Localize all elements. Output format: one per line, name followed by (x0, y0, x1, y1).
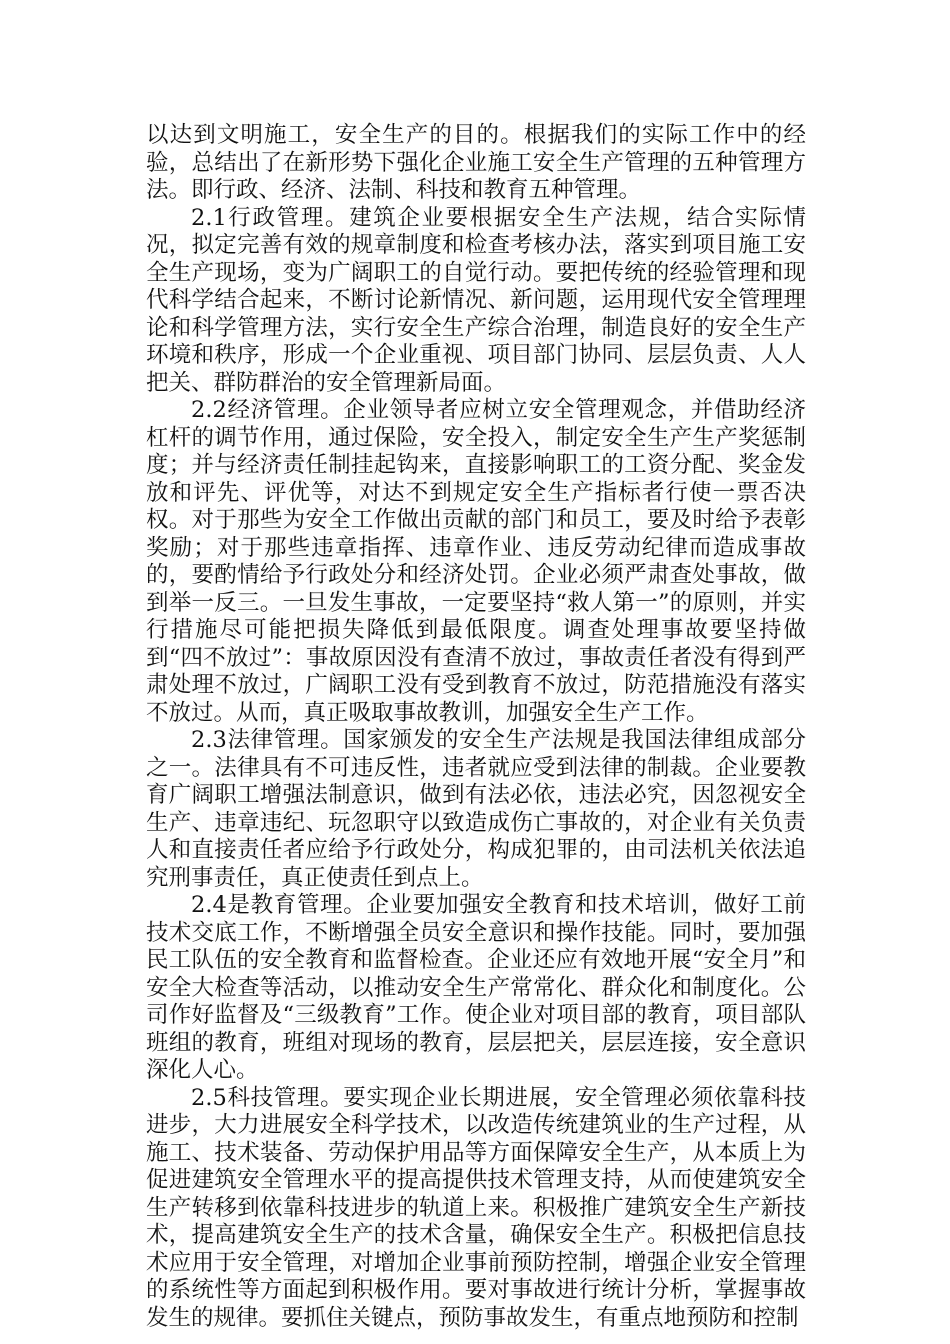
paragraph-education-management: 2.4是教育管理。企业要加强安全教育和技术培训，做好工前技术交底工作，不断增强全员安全意识和操作技能。同时，要加强民工队伍的安全教育和监督检查。企业还应有效地开展“安全月”和安全大检查等活动，以推动安全生产常常化、群众化和制度化。公司作好监督及“三级教育”工作。使企业对项目部的教育，项目部队班组的教育，班组对现场的教育，层层把关，层层连接，安全意识深化人心。 (146, 892, 806, 1083)
paragraph-economic-management: 2.2经济管理。企业领导者应树立安全管理观念，并借助经济杠杆的调节作用，通过保险，安全投入，制定安全生产生产奖惩制度；并与经济责任制挂起钩来，直接影响职工的工资分配、奖金发放和评先、评优等，对达不到规定安全生产指标者行使一票否决权。对于那些为安全工作做出贡献的部门和员工，要及时给予表彰奖励；对于那些违章指挥、违章作业、违反劳动纪律而造成事故的，要酌情给予行政处分和经济处罚。企业必须严肃查处事故，做到举一反三。一旦发生事故，一定要坚持“救人第一”的原则，并实行措施尽可能把损失降低到最低限度。调查处理事故要坚持做到“四不放过”：事故原因没有查清不放过，事故责任者没有得到严肃处理不放过，广阔职工没有受到教育不放过，防范措施没有落实不放过。从而，真正吸取事故教训，加强安全生产工作。 (146, 397, 806, 726)
paragraph-intro: 以达到文明施工，安全生产的目的。根据我们的实际工作中的经验，总结出了在新形势下强化企业施工安全生产管理的五种管理方法。即行政、经济、法制、科技和教育五种管理。 (146, 122, 806, 203)
paragraph-technology-management: 2.5科技管理。要实现企业长期进展，安全管理必须依靠科技进步，大力进展安全科学技术，以改造传统建筑业的生产过程，从施工、技术装备、劳动保护用品等方面保障安全生产，从本质上为促进建筑安全管理水平的提高提供技术管理支持，从而使建筑安全生产转移到依靠科技进步的轨道上来。积极推广建筑安全生产新技术，提高建筑安全生产的技术含量，确保安全生产。积极把信息技术应用于安全管理，对增加企业事前预防控制，增强企业安全管理的系统性等方面起到积极作用。要对事故进行统计分析，掌握事故发生的规律。要抓住关键点，预防事故发生，有重点地预防和控制 (146, 1084, 806, 1331)
paragraph-administrative-management: 2.1行政管理。建筑企业要根据安全生产法规，结合实际情况，拟定完善有效的规章制度和检查考核办法，落实到项目施工安全生产现场，变为广阔职工的自觉行动。要把传统的经验管理和现代科学结合起来，不断讨论新情况、新问题，运用现代安全管理理论和科学管理方法，实行安全生产综合治理，制造良好的安全生产环境和秩序，形成一个企业重视、项目部门协同、层层负责、人人把关、群防群治的安全管理新局面。 (146, 204, 806, 396)
paragraph-legal-management: 2.3法律管理。国家颁发的安全生产法规是我国法律组成部分之一。法律具有不可违反性，违者就应受到法律的制裁。企业要教育广阔职工增强法制意识，做到有法必依，违法必究，因忽视安全生产、违章违纪、玩忽职守以致造成伤亡事故的，对企业有关负责人和直接责任者应给予行政处分，构成犯罪的，由司法机关依法追究刑事责任，真正使责任到点上。 (146, 727, 806, 891)
document-page (146, 122, 806, 1332)
